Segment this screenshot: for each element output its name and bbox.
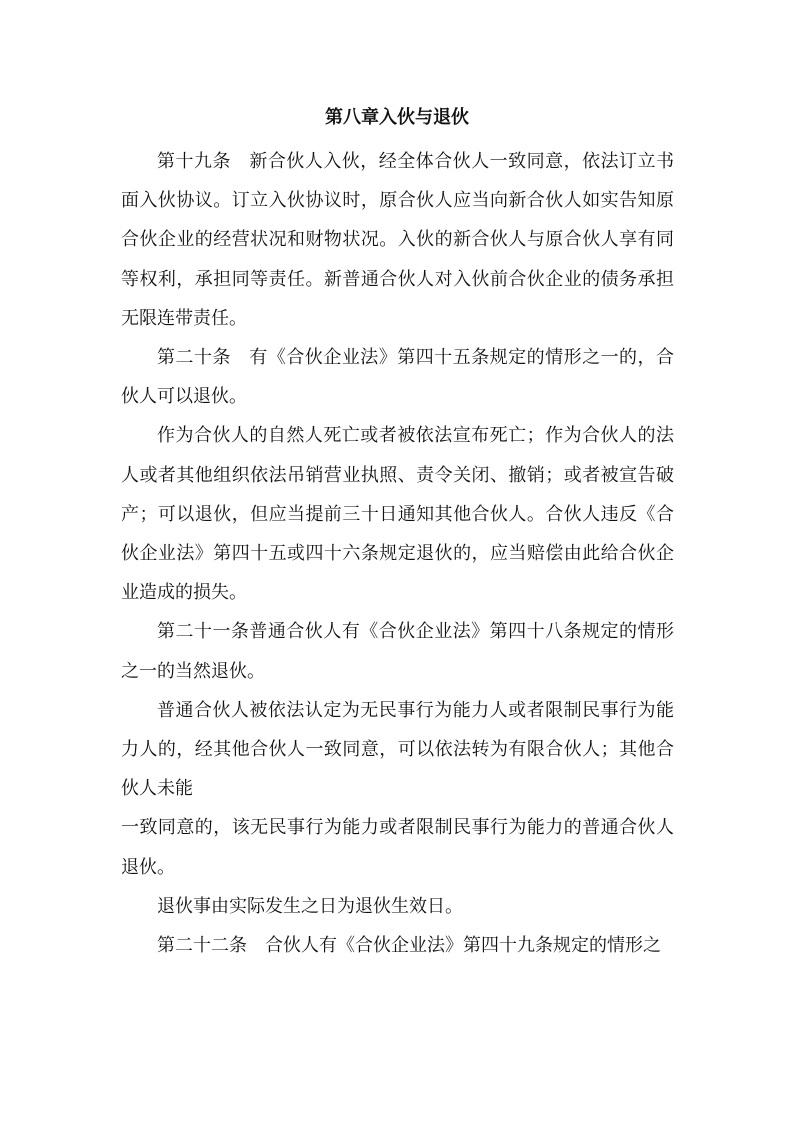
- chapter-title: 第八章入伙与退伙: [325, 107, 469, 128]
- article-19-heading: 第十九条: [157, 151, 231, 172]
- document-body: [121, 142, 674, 965]
- article-20-text: 有《合伙企业法》第四十五条规定的情形之一的，合伙人可以退伙。: [121, 347, 675, 408]
- article-20-heading: 第二十条: [157, 347, 231, 369]
- effective-date-paragraph: 退伙事由实际发生之日为退伙生效日。: [157, 895, 463, 917]
- article-19-text: 新合伙人入伙，经全体合伙人一致同意，依法订立书面入伙协议。订立入伙协议时，原合伙人应当向新合伙人如实告知原合伙企业的经营状况和财物状况。入伙的新合伙人与原合伙人享有同等权利，承担同等责任。新普通合伙人对入伙前合伙企业的债务承担无限连带责任。: [121, 151, 675, 329]
- article-20-paragraph: [121, 338, 674, 416]
- article-19-paragraph: [121, 142, 674, 338]
- limited-partner-conversion-paragraph: 普通合伙人被依法认定为无民事行为能力人或者限制民事行为能力人的，经其他合伙人一致同意，可以依法转为有限合伙人；其他合伙人未能: [121, 699, 674, 800]
- withdrawal-conditions-paragraph: 作为合伙人的自然人死亡或者被依法宣布死亡；作为合伙人的法人或者其他组织依法吊销营业执照、责令关闭、撤销；或者被宣告破产；可以退伙，但应当提前三十日通知其他合伙人。合伙人违反《合伙企业法》第四十五或四十六条规定退伙的，应当赔偿由此给合伙企业造成的损失。: [121, 425, 674, 604]
- article-22-heading: 第二十二条: [157, 935, 247, 957]
- partner-withdrawal-continuation: 一致同意的，该无民事行为能力或者限制民事行为能力的普通合伙人退伙。: [121, 817, 674, 878]
- article-22-text: 合伙人有《合伙企业法》第四十九条规定的情形之: [265, 935, 661, 957]
- article-21-paragraph: 第二十一条普通合伙人有《合伙企业法》第四十八条规定的情形之一的当然退伙。: [121, 621, 674, 682]
- article-22-paragraph: [121, 926, 674, 965]
